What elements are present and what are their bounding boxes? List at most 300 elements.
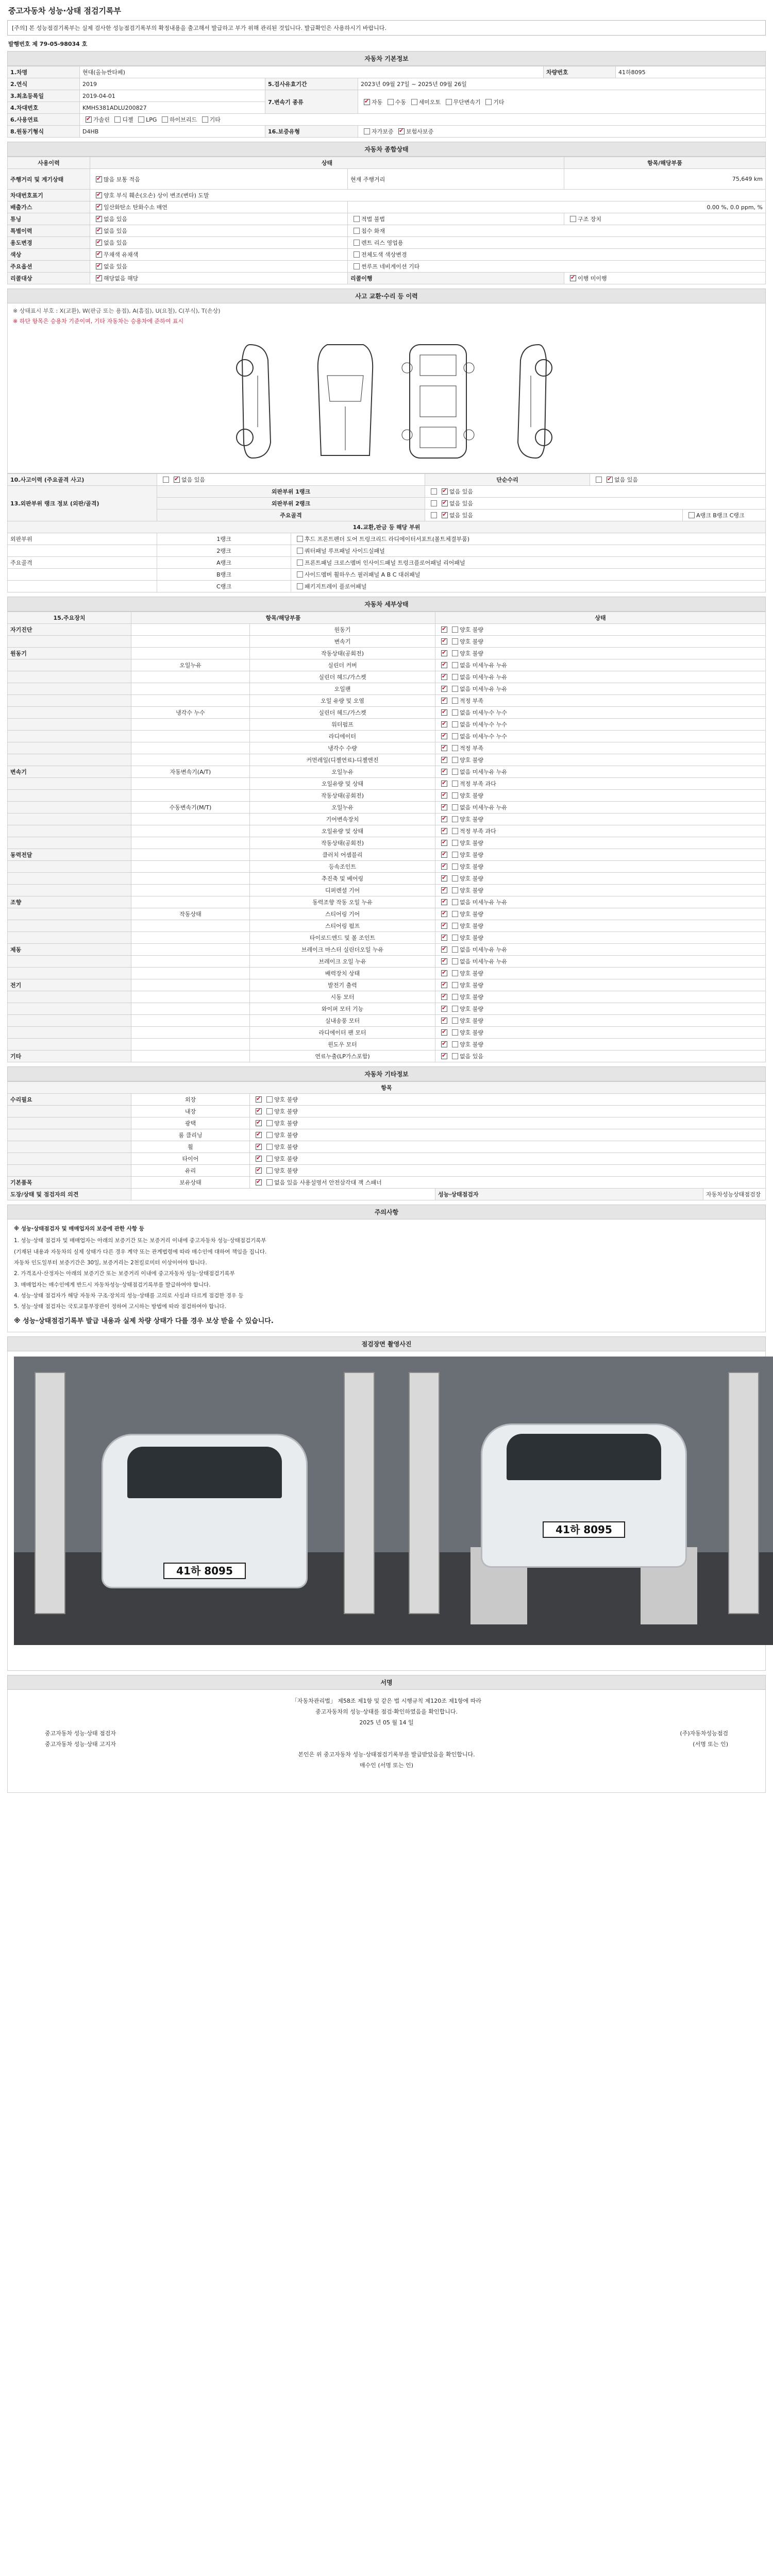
checkbox[interactable] — [441, 970, 447, 976]
exterior-header: 사고 교환·수리 등 이력 — [7, 289, 766, 303]
row-label: 배출가스 — [8, 201, 90, 213]
checkbox[interactable] — [96, 228, 102, 234]
option-label: 없음 미세누유 누유 — [460, 899, 508, 906]
vin-label: 4.차대번호 — [8, 102, 80, 114]
checkbox[interactable] — [452, 792, 458, 799]
buyer-sign: (서명 또는 인) — [378, 1762, 414, 1769]
checkbox[interactable] — [452, 709, 458, 716]
checkbox[interactable] — [354, 240, 360, 246]
rear-photo[interactable] — [393, 1357, 773, 1645]
row-options — [90, 237, 348, 249]
checkbox[interactable] — [441, 709, 447, 716]
detail-col1: 15.주요장치 — [8, 612, 131, 624]
subsystem-label — [131, 624, 250, 636]
checkbox[interactable] — [411, 99, 417, 105]
row-options — [90, 273, 348, 284]
checkbox[interactable] — [441, 994, 447, 1000]
checkbox[interactable] — [570, 275, 576, 281]
system-label — [8, 778, 131, 790]
system-label — [8, 968, 131, 979]
part-row — [8, 569, 766, 581]
item-state — [250, 1129, 766, 1141]
option-label: 양호 불량 — [460, 792, 484, 799]
checkbox[interactable] — [452, 816, 458, 822]
option-label: 기타 — [209, 116, 221, 123]
notice-box: [주의] 본 성능점검기록부는 실제 검사한 성능점검기록부의 확정내용을 출고해서 발급하고 부가 위해 관리된 것입니다. 발급확인은 사용하시기 바랍니다. — [7, 20, 766, 36]
item-state — [435, 1015, 766, 1027]
checkbox[interactable] — [452, 887, 458, 893]
item-label: 기어변속장치 — [250, 814, 435, 825]
detail-row — [8, 873, 766, 885]
checkbox[interactable] — [364, 128, 370, 134]
subsystem-label — [131, 778, 250, 790]
item-state — [435, 766, 766, 778]
checkbox[interactable] — [354, 263, 360, 269]
checkbox[interactable] — [452, 935, 458, 941]
checkbox[interactable] — [452, 1053, 458, 1059]
detail-row — [8, 908, 766, 920]
sign-header: 서명 — [7, 1675, 766, 1690]
checkbox[interactable] — [441, 828, 447, 834]
option-label: 양호 불량 — [460, 757, 484, 764]
photos-header: 점검장면 촬영사진 — [7, 1336, 766, 1351]
checkbox[interactable] — [354, 216, 360, 222]
checkbox[interactable] — [398, 128, 405, 134]
detail-col3: 상태 — [435, 612, 766, 624]
item-state — [435, 648, 766, 659]
checkbox[interactable] — [297, 571, 303, 578]
other-row — [8, 1153, 766, 1165]
checkbox[interactable] — [452, 781, 458, 787]
checkbox[interactable] — [354, 251, 360, 258]
item-state — [250, 1177, 766, 1189]
checkbox[interactable] — [256, 1108, 262, 1114]
checkbox[interactable] — [452, 994, 458, 1000]
checkbox[interactable] — [570, 216, 576, 222]
checkbox[interactable] — [266, 1132, 273, 1138]
option-label: 일산화탄소 탄화수소 매연 — [104, 204, 167, 211]
car-no-value: 41하8095 — [616, 66, 766, 78]
checkbox[interactable] — [441, 638, 447, 645]
subsystem-label — [131, 896, 250, 908]
checkbox[interactable] — [441, 769, 447, 775]
checkbox[interactable] — [441, 1029, 447, 1036]
option-label: 구조 장치 — [578, 216, 602, 223]
checkbox[interactable] — [114, 116, 121, 123]
checkbox[interactable] — [441, 733, 447, 739]
option-label: 없음 미세누수 누수 — [460, 709, 508, 716]
option-label: 후드 프론트펜더 도어 트렁크리드 라디에이터서포트(볼트체결부품) — [305, 536, 470, 543]
checkbox[interactable] — [442, 500, 448, 506]
option-label: 양호 불량 — [460, 650, 484, 657]
other-row — [8, 1129, 766, 1141]
checkbox[interactable] — [452, 911, 458, 917]
part-row — [8, 581, 766, 592]
checkbox[interactable] — [441, 875, 447, 882]
checkbox[interactable] — [441, 674, 447, 680]
checkbox[interactable] — [441, 1053, 447, 1059]
checkbox[interactable] — [86, 116, 92, 123]
checkbox[interactable] — [452, 1018, 458, 1024]
checkbox[interactable] — [441, 982, 447, 988]
system-label — [8, 1039, 131, 1050]
checkbox[interactable] — [163, 477, 169, 483]
checkbox[interactable] — [388, 99, 394, 105]
checkbox[interactable] — [452, 1041, 458, 1047]
checkbox[interactable] — [452, 626, 458, 633]
item-label: 냉각수 수량 — [250, 742, 435, 754]
row-label: 주행거리 및 계기상태 — [8, 169, 90, 190]
subsystem-label — [131, 920, 250, 932]
option-label: 양호 불량 — [460, 1018, 484, 1024]
opinion-label: 성능·상태점검자 — [435, 1189, 703, 1200]
checkbox[interactable] — [452, 852, 458, 858]
checkbox[interactable] — [452, 650, 458, 656]
checkbox[interactable] — [452, 638, 458, 645]
checkbox[interactable] — [266, 1120, 273, 1126]
item-state — [435, 636, 766, 648]
checkbox[interactable] — [452, 863, 458, 870]
option-label: 적정 부족 과다 — [460, 781, 496, 787]
checkbox[interactable] — [138, 116, 144, 123]
option-label: 양호 불량 — [460, 1006, 484, 1012]
checkbox[interactable] — [441, 757, 447, 763]
item-state — [435, 695, 766, 707]
inspect-period-value: 2023년 09월 27일 ~ 2025년 09월 26일 — [358, 78, 766, 90]
row-options — [90, 261, 348, 273]
checkbox[interactable] — [256, 1132, 262, 1138]
sign-date: 2025 년 05 월 14 일 — [359, 1719, 414, 1726]
front-photo[interactable] — [14, 1357, 395, 1645]
detail-row — [8, 802, 766, 814]
item-state — [435, 1039, 766, 1050]
checkbox[interactable] — [441, 863, 447, 870]
checkbox[interactable] — [364, 99, 370, 105]
note-line: (기재된 내용과 자동차의 실제 상태가 다른 경우 계약 또는 관계법령에 따라 매수인에 대하여 책임을 집니다. — [14, 1248, 267, 1255]
item-state — [435, 659, 766, 671]
rank2-options — [425, 498, 766, 510]
option-label: 없음 있음 — [104, 263, 128, 270]
car-name-label: 1.차명 — [8, 66, 80, 78]
checkbox[interactable] — [96, 275, 102, 281]
car-top-front-icon — [312, 340, 379, 463]
checkbox[interactable] — [297, 548, 303, 554]
item-label: 라디에이터 팬 모터 — [250, 1027, 435, 1039]
frame-extra — [683, 510, 766, 521]
subsystem-label — [131, 719, 250, 731]
checkbox[interactable] — [442, 488, 448, 495]
option-label: 없음 미세누수 누수 — [460, 733, 508, 740]
detail-row — [8, 683, 766, 695]
detail-row — [8, 1015, 766, 1027]
checkbox[interactable] — [174, 477, 180, 483]
checkbox[interactable] — [441, 792, 447, 799]
checkbox[interactable] — [607, 477, 613, 483]
checkbox[interactable] — [96, 251, 102, 258]
checkbox[interactable] — [452, 946, 458, 953]
item-label: 브레이크 오일 누유 — [250, 956, 435, 968]
option-label: 없음 있음 — [104, 228, 128, 234]
subsystem-label — [131, 979, 250, 991]
row-extra: 현재 주행거리 — [348, 169, 564, 190]
checkbox[interactable] — [96, 204, 102, 210]
detail-header: 자동차 세부상태 — [7, 597, 766, 612]
option-label: 양호 불량 — [274, 1132, 298, 1139]
other-row — [8, 1141, 766, 1153]
system-label — [8, 885, 131, 896]
item-label: 추진축 및 베어링 — [250, 873, 435, 885]
checkbox[interactable] — [441, 1041, 447, 1047]
legend-note: ※ 하단 항목은 승용차 기준이며, 기타 자동차는 승용차에 준하여 표시 — [13, 318, 184, 325]
row-label: 용도변경 — [8, 237, 90, 249]
checkbox[interactable] — [256, 1156, 262, 1162]
subsystem-label — [131, 1003, 250, 1015]
checkbox[interactable] — [452, 674, 458, 680]
checkbox[interactable] — [96, 216, 102, 222]
notes-header: 주의사항 — [7, 1205, 766, 1219]
item-state — [435, 908, 766, 920]
year-label: 2.연식 — [8, 78, 80, 90]
detail-row — [8, 956, 766, 968]
system-label — [8, 802, 131, 814]
checkbox[interactable] — [441, 698, 447, 704]
checkbox[interactable] — [452, 982, 458, 988]
item-state — [435, 991, 766, 1003]
item-state — [435, 837, 766, 849]
checkbox[interactable] — [297, 583, 303, 589]
item-label: 실린더 헤드/가스켓 — [250, 707, 435, 719]
checkbox[interactable] — [96, 240, 102, 246]
option-label: 양호 불량 — [460, 638, 484, 645]
system-label — [8, 814, 131, 825]
detail-row — [8, 719, 766, 731]
checkbox[interactable] — [256, 1120, 262, 1126]
detail-row — [8, 1050, 766, 1062]
checkbox[interactable] — [441, 686, 447, 692]
item-state — [435, 742, 766, 754]
checkbox[interactable] — [452, 769, 458, 775]
item-state — [435, 671, 766, 683]
subsystem-label — [131, 861, 250, 873]
item-label: 작동상태(공회전) — [250, 648, 435, 659]
option-label: 없음 미세누유 누유 — [460, 662, 508, 669]
checkbox[interactable] — [441, 626, 447, 633]
checkbox[interactable] — [266, 1096, 273, 1103]
item-label: 작동상태(공회전) — [250, 837, 435, 849]
subsystem-label — [131, 932, 250, 944]
item-label: 브레이크 마스터 실린더오일 누유 — [250, 944, 435, 956]
checkbox[interactable] — [96, 176, 102, 182]
checkbox[interactable] — [256, 1144, 262, 1150]
checkbox[interactable] — [96, 192, 102, 198]
checkbox[interactable] — [266, 1144, 273, 1150]
checkbox[interactable] — [441, 721, 447, 727]
option-label: 없음 미세누유 누유 — [460, 769, 508, 775]
checkbox[interactable] — [441, 958, 447, 964]
checkbox[interactable] — [441, 946, 447, 953]
car-side-left-icon — [229, 340, 286, 463]
checkbox[interactable] — [162, 116, 168, 123]
checkbox[interactable] — [297, 536, 303, 542]
checkbox[interactable] — [441, 804, 447, 810]
checkbox[interactable] — [688, 512, 695, 518]
checkbox[interactable] — [266, 1179, 273, 1185]
option-label: 없음 있음 — [614, 477, 638, 483]
checkbox[interactable] — [441, 650, 447, 656]
item-state — [435, 790, 766, 802]
checkbox[interactable] — [256, 1167, 262, 1174]
subsystem-label — [131, 1050, 250, 1062]
system-label: 변속기 — [8, 766, 131, 778]
item-label: 오일누유 — [250, 766, 435, 778]
detail-row — [8, 944, 766, 956]
checkbox[interactable] — [354, 228, 360, 234]
checkbox[interactable] — [452, 875, 458, 882]
checkbox[interactable] — [452, 970, 458, 976]
checkbox[interactable] — [431, 500, 437, 506]
option-label: 세미오토 — [418, 98, 441, 106]
checkbox[interactable] — [441, 1018, 447, 1024]
item-label: 디퍼렌셜 기어 — [250, 885, 435, 896]
checkbox[interactable] — [441, 935, 447, 941]
subsystem-label — [131, 731, 250, 742]
other-col: 항목 — [8, 1082, 766, 1094]
checkbox[interactable] — [441, 852, 447, 858]
checkbox[interactable] — [452, 698, 458, 704]
option-label: 양호 불량 — [274, 1167, 298, 1174]
checkbox[interactable] — [452, 1006, 458, 1012]
checkbox[interactable] — [96, 263, 102, 269]
subsystem-label — [131, 742, 250, 754]
option-label: 없음 있음 — [449, 512, 474, 519]
option-label: 없음 있음 — [104, 216, 128, 223]
checkbox[interactable] — [441, 840, 447, 846]
checkbox[interactable] — [441, 899, 447, 905]
notes — [7, 1219, 766, 1332]
group-label — [8, 1141, 131, 1153]
checkbox[interactable] — [431, 512, 437, 518]
item-label: 타이로드엔드 및 볼 조인트 — [250, 932, 435, 944]
checkbox[interactable] — [256, 1096, 262, 1103]
checkbox[interactable] — [266, 1167, 273, 1174]
option-label: LPG — [146, 116, 157, 123]
subsystem-label — [131, 790, 250, 802]
item-label: 오일 유량 및 오염 — [250, 695, 435, 707]
item-label: 등속조인트 — [250, 861, 435, 873]
checkbox[interactable] — [452, 686, 458, 692]
checkbox[interactable] — [441, 1006, 447, 1012]
system-label — [8, 707, 131, 719]
license-plate-front: 41하 8095 — [163, 1563, 246, 1579]
status-col1: 사용이력 — [8, 157, 90, 169]
option-label: 양호 부식 훼손(오손) 상이 변조(변타) 도말 — [104, 192, 209, 199]
detail-row — [8, 1003, 766, 1015]
detail-row — [8, 790, 766, 802]
checkbox[interactable] — [266, 1108, 273, 1114]
checkbox[interactable] — [441, 816, 447, 822]
item-state — [435, 707, 766, 719]
checkbox[interactable] — [452, 757, 458, 763]
checkbox[interactable] — [452, 745, 458, 751]
note-line: 자동차 인도일부터 보증기간은 30일, 보증거리는 2천킬로미터 이상이어야 합니다. — [14, 1259, 207, 1266]
footer-space — [7, 1793, 766, 1947]
part-rank: B랭크 — [157, 569, 291, 581]
note-line: 2. 가격조사·산정자는 아래의 보증기간 또는 보증거리 이내에 중고자동차 성능·상태점검기록부 — [14, 1270, 235, 1277]
note-line: 4. 성능·상태 점검자가 해당 자동차 구조·장치의 성능·상태를 고의로 사실과 다르게 점검한 경우 등 — [14, 1292, 244, 1299]
rank1-label: 외판부위 1랭크 — [157, 486, 425, 498]
item-state — [435, 683, 766, 695]
option-label: 썬루프 네비게이션 기타 — [361, 263, 420, 270]
checkbox[interactable] — [442, 512, 448, 518]
option-label: 패키지트레이 플로어패널 — [305, 583, 367, 590]
status-row — [8, 249, 766, 261]
checkbox[interactable] — [256, 1179, 262, 1185]
subsystem-label — [131, 695, 250, 707]
option-label: 기타 — [493, 98, 505, 106]
option-label: 디젤 — [122, 116, 133, 123]
status-row — [8, 237, 766, 249]
status-row — [8, 273, 766, 284]
checkbox[interactable] — [446, 99, 452, 105]
option-label: 없음 있음 — [181, 477, 206, 483]
checkbox[interactable] — [452, 958, 458, 964]
item-state — [435, 719, 766, 731]
checkbox[interactable] — [452, 828, 458, 834]
checkbox[interactable] — [452, 662, 458, 668]
detail-row — [8, 707, 766, 719]
checkbox[interactable] — [266, 1156, 273, 1162]
option-label: 양호 불량 — [460, 911, 484, 918]
checkbox[interactable] — [441, 911, 447, 917]
subsystem-label — [131, 991, 250, 1003]
checkbox[interactable] — [297, 560, 303, 566]
checkbox[interactable] — [452, 721, 458, 727]
item-label: 유리 — [131, 1165, 250, 1177]
group-label: 기본품목 — [8, 1177, 131, 1189]
subsystem-label — [131, 956, 250, 968]
option-label: 프론트패널 크로스멤버 인사이드패널 트렁크플로어패널 리어패널 — [305, 560, 465, 566]
checkbox[interactable] — [452, 804, 458, 810]
warranty-label: 16.보증유형 — [265, 126, 358, 138]
checkbox[interactable] — [441, 745, 447, 751]
option-label: 양호 불량 — [274, 1096, 298, 1103]
checkbox[interactable] — [452, 923, 458, 929]
item-label: 배력장치 상태 — [250, 968, 435, 979]
group-label — [8, 1117, 131, 1129]
checkbox[interactable] — [441, 923, 447, 929]
item-label: 타이어 — [131, 1153, 250, 1165]
subsystem-label — [131, 885, 250, 896]
group-label — [8, 1165, 131, 1177]
checkbox[interactable] — [452, 899, 458, 905]
detail-col2: 항목/해당부품 — [131, 612, 435, 624]
checkbox[interactable] — [431, 488, 437, 495]
checkbox[interactable] — [441, 662, 447, 668]
checkbox[interactable] — [441, 781, 447, 787]
option-label: 양호 불량 — [460, 1029, 484, 1036]
option-label: 양호 불량 — [460, 626, 484, 633]
checkbox[interactable] — [452, 840, 458, 846]
checkbox[interactable] — [452, 1029, 458, 1036]
checkbox[interactable] — [441, 887, 447, 893]
option-label: 양호 불량 — [460, 970, 484, 977]
checkbox[interactable] — [596, 477, 602, 483]
sign-line: 중고자동차의 성능·상태를 점검·확인하였음을 확인합니다. — [315, 1708, 458, 1715]
system-label: 제동 — [8, 944, 131, 956]
checkbox[interactable] — [202, 116, 208, 123]
checkbox[interactable] — [452, 733, 458, 739]
checkbox[interactable] — [485, 99, 492, 105]
